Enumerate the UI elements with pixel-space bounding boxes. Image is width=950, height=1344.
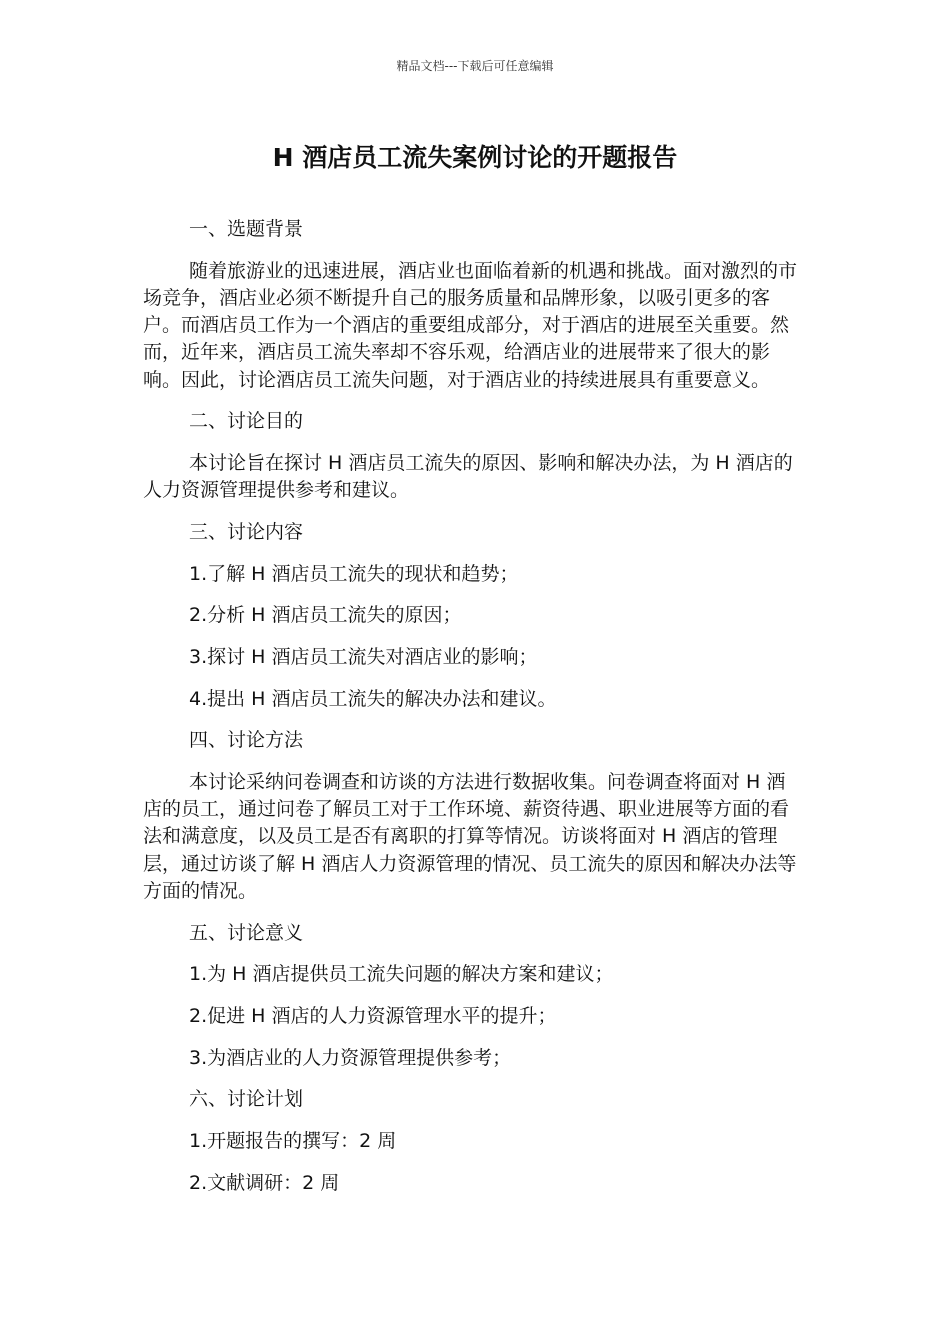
- list-item: 2.文献调研：2 周: [189, 1171, 340, 1194]
- page-header: 精品文档---下载后可任意编辑: [396, 59, 554, 73]
- paragraph: 本讨论采纳问卷调查和访谈的方法进行数据收集。问卷调查将面对 H 酒店的员工，通过问卷了解员工对于工作环境、薪资待遇、职业进展等方面的看法和满意度，以及员工是否有离职的打算等情况。访谈将面对 H 酒店的管理层，通过访谈了解 H 酒店人力资源管理的情况、员工流失的原因和解决办法等方面的情况。: [143, 771, 797, 902]
- document-title: H 酒店员工流失案例讨论的开题报告: [272, 143, 678, 172]
- paragraph: 本讨论旨在探讨 H 酒店员工流失的原因、影响和解决办法，为 H 酒店的人力资源管理提供参考和建议。: [143, 451, 793, 502]
- section-heading: 一、选题背景: [189, 218, 304, 240]
- paragraph: 随着旅游业的迅速进展，酒店业也面临着新的机遇和挑战。面对激烈的市场竞争，酒店业必须不断提升自己的服务质量和品牌形象，以吸引更多的客户。而酒店员工作为一个酒店的重要组成部分，对于酒店的进展至关重要。然而，近年来，酒店员工流失率却不容乐观，给酒店业的进展带来了很大的影响。因此，讨论酒店员工流失问题，对于酒店业的持续进展具有重要意义。: [143, 259, 798, 391]
- section-heading: 三、讨论内容: [189, 520, 304, 543]
- section-heading: 二、讨论目的: [189, 410, 304, 433]
- list-item: 1.了解 H 酒店员工流失的现状和趋势；: [189, 562, 519, 585]
- section-heading: 六、讨论计划: [189, 1088, 304, 1111]
- section-heading: 四、讨论方法: [189, 729, 304, 752]
- list-item: 2.分析 H 酒店员工流失的原因；: [189, 604, 462, 627]
- section-heading: 五、讨论意义: [189, 921, 304, 944]
- list-item: 1.开题报告的撰写：2 周: [189, 1130, 397, 1153]
- list-item: 3.为酒店业的人力资源管理提供参考；: [189, 1046, 512, 1069]
- list-item: 3.探讨 H 酒店员工流失对酒店业的影响；: [189, 645, 538, 668]
- list-item: 1.为 H 酒店提供员工流失问题的解决方案和建议；: [189, 963, 614, 986]
- document-body: [143, 216, 803, 1211]
- list-item: 2.促进 H 酒店的人力资源管理水平的提升；: [189, 1004, 557, 1027]
- list-item: 4.提出 H 酒店员工流失的解决办法和建议。: [189, 687, 557, 710]
